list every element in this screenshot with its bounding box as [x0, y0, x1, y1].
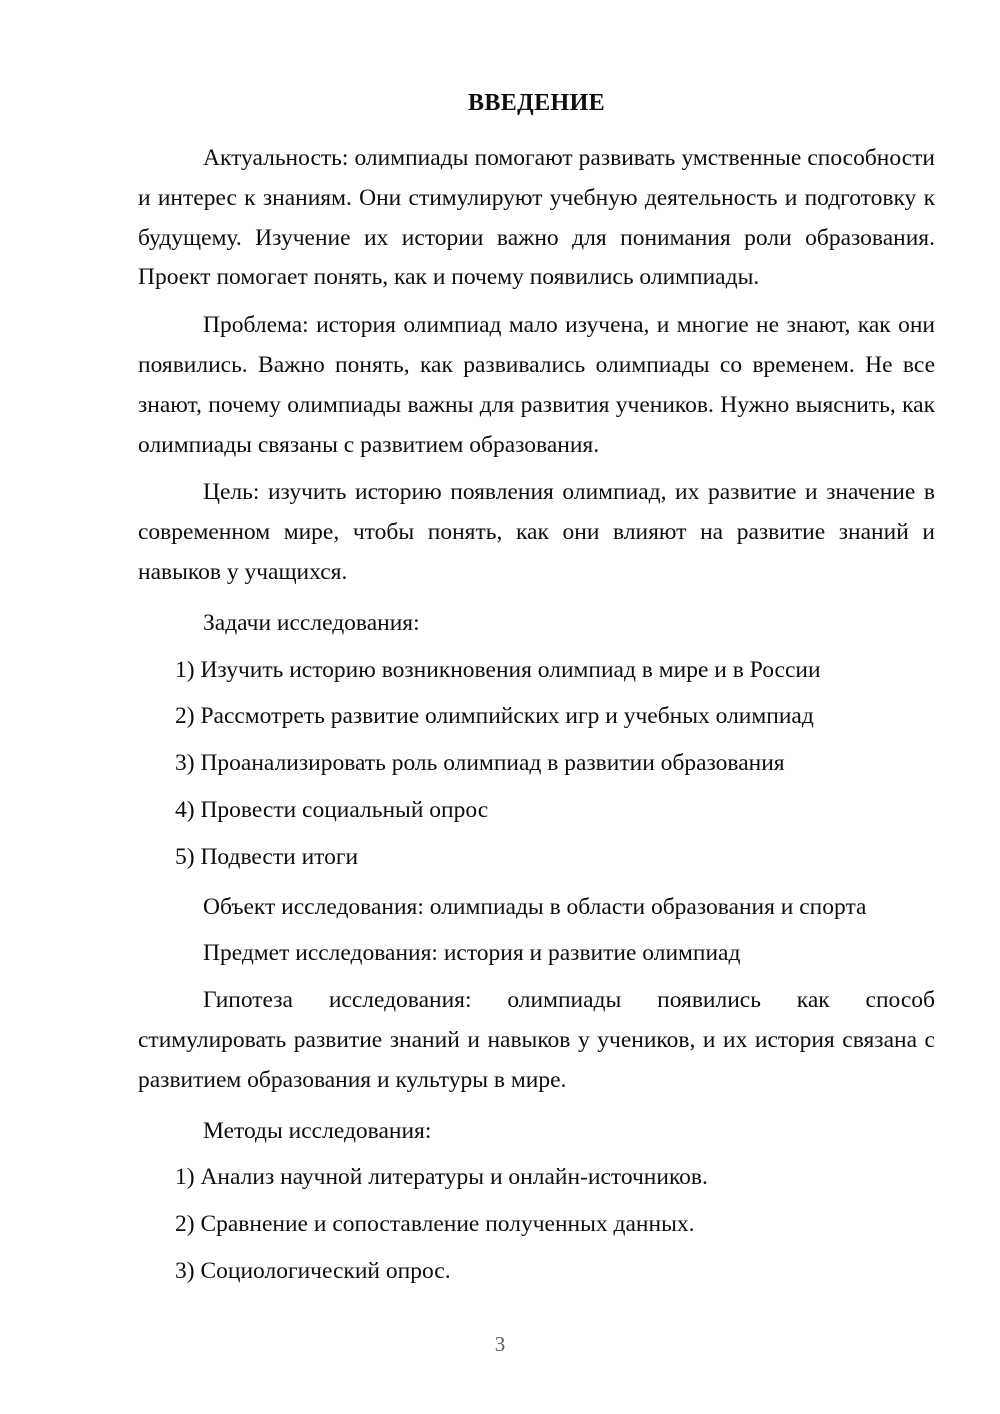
paragraph-hypothesis: Гипотеза исследования: олимпиады появились как способ стимулировать развитие знаний и навыков у учеников, и их история связана с развитием образования и культуры в мире.	[138, 987, 935, 1093]
list-item: 3) Социологический опрос.	[175, 1257, 451, 1284]
paragraph-problem: Проблема: история олимпиад мало изучена, и многие не знают, как они появились. Важно понять, как развивались олимпиады со временем. Не все знают, почему олимпиады важны для развития учеников. Нужно выяснить, как олимпиады связаны с развитием образования.	[138, 312, 935, 458]
page-title: ВВЕДЕНИЕ	[467, 90, 606, 116]
list-item: 4) Провести социальный опрос	[175, 796, 489, 823]
paragraph-goal: Цель: изучить историю появления олимпиад, их развитие и значение в современном мире, чтобы понять, как они влияют на развитие знаний и навыков у учащихся.	[138, 479, 935, 585]
page-content	[138, 88, 935, 1299]
list-item: 3) Проанализировать роль олимпиад в развитии образования	[175, 750, 785, 777]
tasks-list	[138, 651, 935, 878]
page-number: 3	[494, 1332, 506, 1356]
tasks-heading: Задачи исследования:	[203, 609, 420, 636]
list-item: 1) Изучить историю возникновения олимпиад в мире и в России	[175, 656, 821, 683]
subject-of-research: Предмет исследования: история и развитие олимпиад	[203, 940, 741, 967]
list-item: 2) Рассмотреть развитие олимпийских игр и учебных олимпиад	[175, 703, 814, 730]
paragraph-relevance: Актуальность: олимпиады помогают развивать умственные способности и интерес к знаниям. Они стимулируют учебную деятельность и подготовку к будущему. Изучение их истории важно для понимания роли образования. Проект помогает понять, как и почему появились олимпиады.	[138, 145, 935, 291]
methods-list	[138, 1158, 935, 1291]
list-item: 5) Подвести итоги	[175, 843, 359, 870]
list-item: 1) Анализ научной литературы и онлайн-источников.	[175, 1164, 708, 1191]
object-of-research: Объект исследования: олимпиады в области образования и спорта	[203, 893, 867, 920]
list-item: 2) Сравнение и сопоставление полученных данных.	[175, 1211, 695, 1238]
methods-heading: Методы исследования:	[203, 1117, 432, 1144]
